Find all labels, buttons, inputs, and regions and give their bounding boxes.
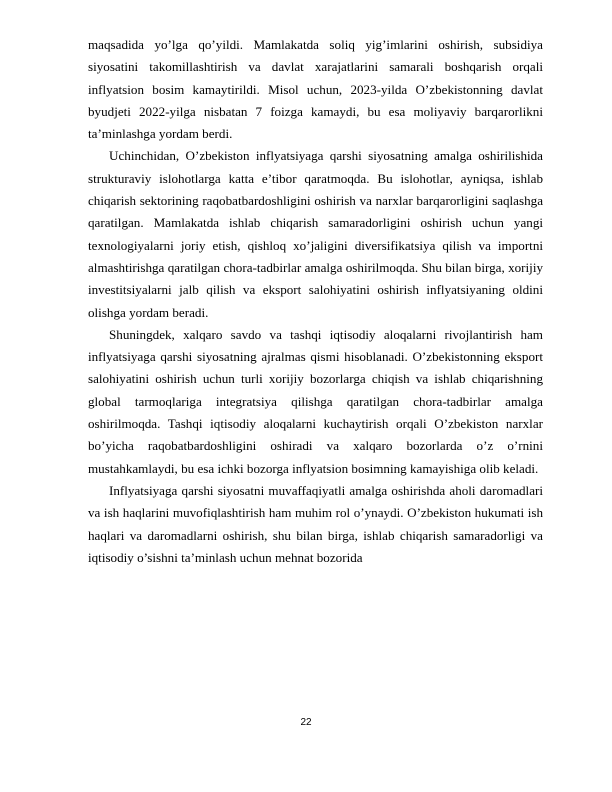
paragraph-continuation: maqsadida yo’lga qo’yildi. Mamlakatda soliq yig’imlarini oshirish, subsidiya siyosatini takomillashtirish va davlat xarajatlarini samarali boshqarish orqali inflyatsion bosim kamaytirildi. Misol uchun, 2023-yilda O’zbekistonning davlat byudjeti 2022-yilga nisbatan 7 foizga kamaydi, bu esa moliyaviy barqarorlikni ta’minlashga yordam berdi. [88, 37, 543, 142]
paragraph-foreign-trade: Shuningdek, xalqaro savdo va tashqi iqtisodiy aloqalarni rivojlantirish ham inflyatsiyaga qarshi siyosatning ajralmas qismi hisoblanadi. O’zbekistonning eksport salohiyatini oshirish uchun turli xorijiy bozorlarga chiqish va ishlab chiqarishning global tarmoqlariga integratsiya qilishga qaratilgan chora-tadbirlar amalga oshirilmoqda. Tashqi iqtisodiy aloqalarni kuchaytirish orqali O’zbekiston narxlar bo’yicha raqobatbardoshligini oshiradi va xalqaro bozorlarda o’z o’rnini mustahkamlaydi, bu esa ichki bozorga inflyatsion bosimning kamayishiga olib keladi. [88, 326, 543, 476]
paragraph-structural-reforms: Uchinchidan, O’zbekiston inflyatsiyaga qarshi siyosatning amalga oshirilishida strukturaviy islohotlarga katta e’tibor qaratmoqda. Bu islohotlar, ayniqsa, ishlab chiqarish sektorining raqobatbardoshligini oshirish va narxlar barqarorligini saqlashga qaratilgan. Mamlakatda ishlab chiqarish samaradorligini oshirish uchun yangi texnologiyalarni joriy etish, qishloq xo’jaligini diversifikatsiya qilish va importni almashtirishga qaratilgan chora-tadbirlar amalga oshirilmoqda. Shu bilan birga, xorijiy investitsiyalarni jalb qilish va eksport salohiyatini oshirish inflyatsiyaning oldini olishga yordam beradi. [88, 148, 543, 320]
page-number: 22 [300, 717, 312, 728]
body-text [88, 34, 543, 569]
paragraph-income-wages: Inflyatsiyaga qarshi siyosatni muvaffaqiyatli amalga oshirishda aholi daromadlari va ish haqlarini muvofiqlashtirish ham muhim rol o’ynaydi. O’zbekiston hukumati ish haqlari va daromadlarni oshirish, shu bilan birga, ishlab chiqarish samaradorligi va iqtisodiy o’sishni ta’minlash uchun mehnat bozorida [88, 482, 543, 565]
